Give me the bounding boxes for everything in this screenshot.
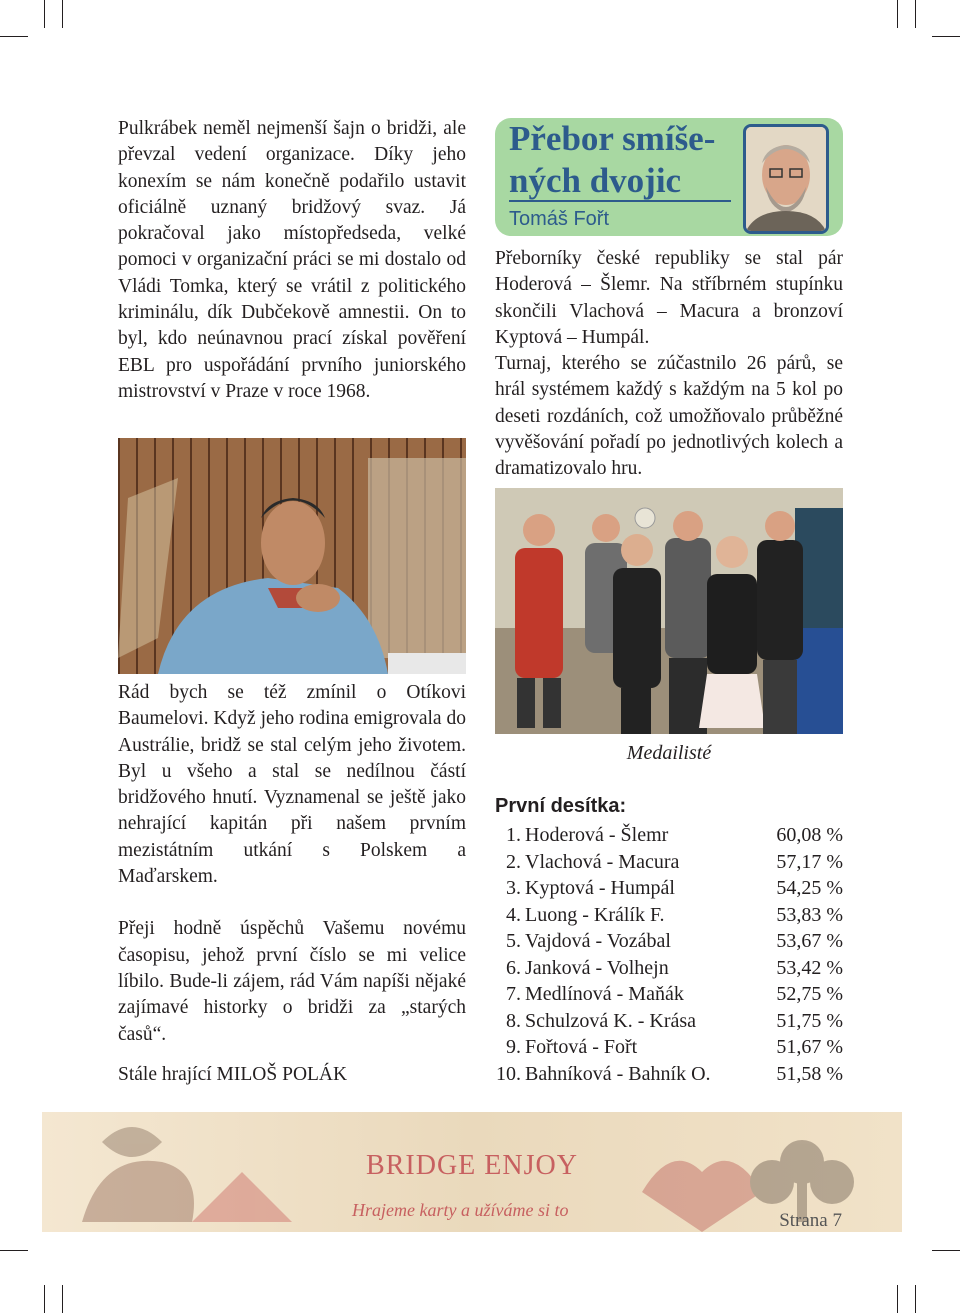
result-pair: Fořtová - Fořt [525, 1036, 638, 1058]
result-row [495, 981, 843, 1008]
signature: Stále hrající MILOŠ POLÁK [118, 1063, 348, 1085]
result-pair: Vajdová - Vozábal [525, 930, 671, 952]
result-rank: 9. [506, 1036, 521, 1058]
result-pair: Hoderová - Šlemr [525, 824, 669, 846]
photo-medalists [495, 488, 843, 734]
result-percentage: 53,67 % [776, 930, 843, 952]
article-title-line-1: Přebor smíše- [509, 119, 716, 158]
result-rank: 5. [506, 930, 521, 952]
left-column-bottom [118, 680, 466, 1088]
result-percentage: 53,42 % [776, 956, 843, 979]
result-rank: 1. [506, 824, 521, 846]
photo-caption: Medailisté [626, 742, 712, 764]
result-pair: Luong - Králík F. [525, 903, 665, 926]
result-row [495, 955, 843, 982]
result-row [495, 875, 843, 902]
result-pair: Medlínová - Maňák [525, 983, 684, 1005]
result-pair: Bahníková - Bahník O. [525, 1062, 711, 1085]
result-row [495, 849, 843, 876]
page-number: Strana 7 [779, 1210, 842, 1231]
result-pair: Janková - Volhejn [525, 956, 669, 979]
results-title: První desítka: [495, 795, 627, 817]
footer-tagline: Hrajeme karty a užíváme si to [352, 1200, 569, 1220]
result-percentage: 57,17 % [776, 850, 843, 873]
paragraph-baumel: Rád bych se též zmínil o Otíkovi Baumelovi. Když jeho rodina emigrovala do Austrálie, bridž se stal celým jeho životem. Byl u všeho a stal se nedílnou částí bridžového hnutí. Vyznamenal se ještě jako nehrající kapitán při našem prvním mezistátním utkání s Polskem a Maďarskem. [118, 682, 466, 888]
author-portrait [743, 124, 829, 234]
results-table [495, 822, 843, 1087]
result-rank: 6. [506, 956, 521, 979]
result-percentage: 51,58 % [776, 1062, 843, 1085]
result-row [495, 902, 843, 929]
result-rank: 10. [496, 1062, 521, 1085]
result-percentage: 53,83 % [776, 903, 843, 926]
result-pair: Kyptová - Humpál [525, 877, 675, 899]
article-author: Tomáš Fořt [509, 208, 610, 230]
result-rank: 3. [506, 877, 521, 899]
result-row [495, 928, 843, 955]
article-title-line-2: ných dvojic [509, 161, 682, 200]
result-row [495, 822, 843, 849]
result-rank: 8. [506, 1009, 521, 1032]
paragraph-tournament: Turnaj, kterého se zúčastnilo 26 párů, se hrál systémem každý s každým na 5 kol po deseti rozdáních, což umožňovalo průběžné vyvěšování pořadí po jednotlivých kolech a dramatizovalo hru. [495, 353, 843, 480]
result-rank: 2. [506, 850, 521, 873]
result-percentage: 54,25 % [776, 877, 843, 899]
title-underline [509, 200, 731, 202]
result-rank: 7. [506, 983, 521, 1005]
photo-man-seated [118, 438, 466, 674]
paragraph-history: Pulkrábek neměl nejmenší šajn o bridži, ale převzal vedení organizace. Díky jeho konexím se nám konečně podařilo ustavit oficiálně uznaný bridžový svaz. Já pokračoval jako místopředseda, velké pomoci v organizační práci se mi dostalo od Vládi Tomka, který se vrátil z politického kriminálu, dík Dubčekově amnestii. On to byl, kdo neúnavnou prací získal pověření EBL pro uspořádání prvního juniorského mistrovství v Praze v roce 1968. [118, 118, 466, 402]
result-row [495, 1061, 843, 1088]
result-pair: Vlachová - Macura [525, 850, 680, 873]
article-header [495, 118, 843, 236]
result-percentage: 60,08 % [776, 824, 843, 846]
footer-banner [42, 1112, 902, 1232]
left-column-top [118, 116, 466, 405]
paragraph-champions: Přeborníky české republiky se stal pár Hoderová – Šlemr. Na stříbrném stupínku skončili Vlachová – Macura a bronzoví Kyptová – Humpál. [495, 248, 843, 348]
result-rank: 4. [506, 903, 521, 926]
article-title [509, 118, 715, 202]
result-percentage: 51,67 % [776, 1036, 843, 1058]
footer-brand: BRIDGE ENJOY [366, 1150, 578, 1181]
result-row [495, 1034, 843, 1061]
result-row [495, 1008, 843, 1035]
paragraph-wishes: Přeji hodně úspěchů Vašemu novému časopisu, jehož první číslo se mi velice líbilo. Bude-li zájem, rád Vám napíši nějaké zajímavé historky o bridži za „starých časů“. [118, 918, 466, 1045]
right-column-text [495, 246, 843, 483]
result-percentage: 52,75 % [776, 983, 843, 1005]
result-percentage: 51,75 % [776, 1009, 843, 1032]
result-pair: Schulzová K. - Krása [525, 1009, 697, 1032]
